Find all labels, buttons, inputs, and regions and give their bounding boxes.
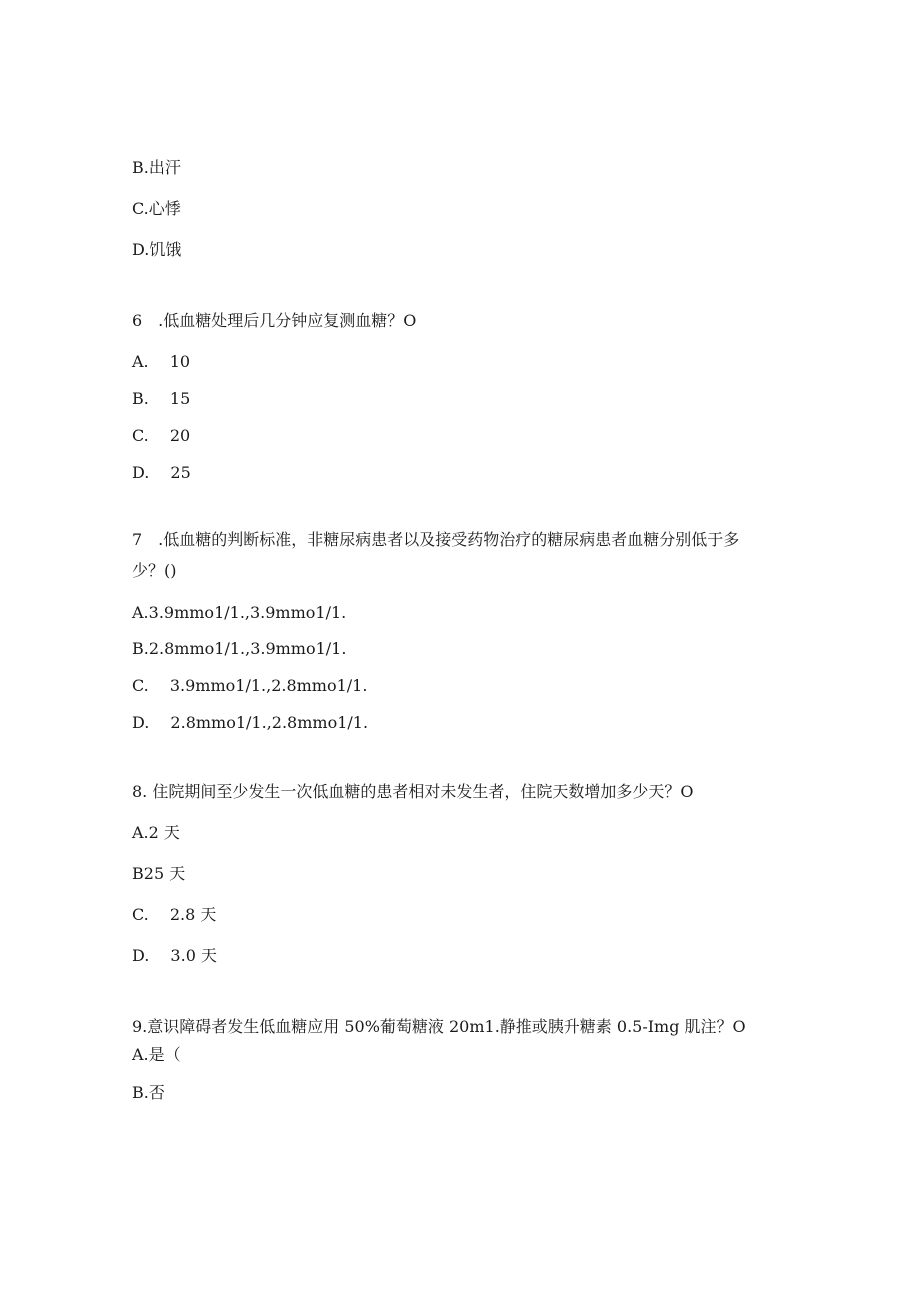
q5-option-b: B.出汗 xyxy=(132,158,181,177)
q5-option-d: D.饥饿 xyxy=(132,240,182,259)
q5-option-c: C.心悸 xyxy=(132,199,181,218)
q9-option-b: B.否 xyxy=(132,1083,165,1102)
q9-option-a: A.是（ xyxy=(132,1045,181,1064)
question-7-continued: 少？() xyxy=(132,561,177,580)
question-6: 6 .低血糖处理后几分钟应复测血糖？O xyxy=(132,311,417,330)
q6-option-a: A. 10 xyxy=(132,352,191,371)
q7-option-d: D. 2.8mmo1∕1.,2.8mmo1∕1. xyxy=(132,713,369,732)
q7-option-a: A.3.9mmo1∕1.,3.9mmo1∕1. xyxy=(132,603,347,622)
q6-option-b: B. 15 xyxy=(132,389,191,408)
question-9: 9.意识障碍者发生低血糖应用 50%葡萄糖液 20m1.静推或胰升糖素 0.5-Img 肌注？O xyxy=(132,1017,746,1036)
q6-option-c: C. 20 xyxy=(132,426,191,445)
q8-option-d: D. 3.0 天 xyxy=(132,946,217,965)
q8-option-c: C. 2.8 天 xyxy=(132,905,217,924)
q7-option-c: C. 3.9mmo1∕1.,2.8mmo1∕1. xyxy=(132,676,368,695)
question-7: 7 .低血糖的判断标准，非糖尿病患者以及接受药物治疗的糖尿病患者血糖分别低于多 xyxy=(132,530,740,549)
q6-option-d: D. 25 xyxy=(132,463,191,482)
question-8: 8. 住院期间至少发生一次低血糖的患者相对未发生者，住院天数增加多少天？O xyxy=(132,782,694,801)
q8-option-a: A.2 天 xyxy=(132,823,180,842)
q8-option-b: B25 天 xyxy=(132,864,186,883)
q7-option-b: B.2.8mmo1∕1.,3.9mmo1∕1. xyxy=(132,639,347,658)
